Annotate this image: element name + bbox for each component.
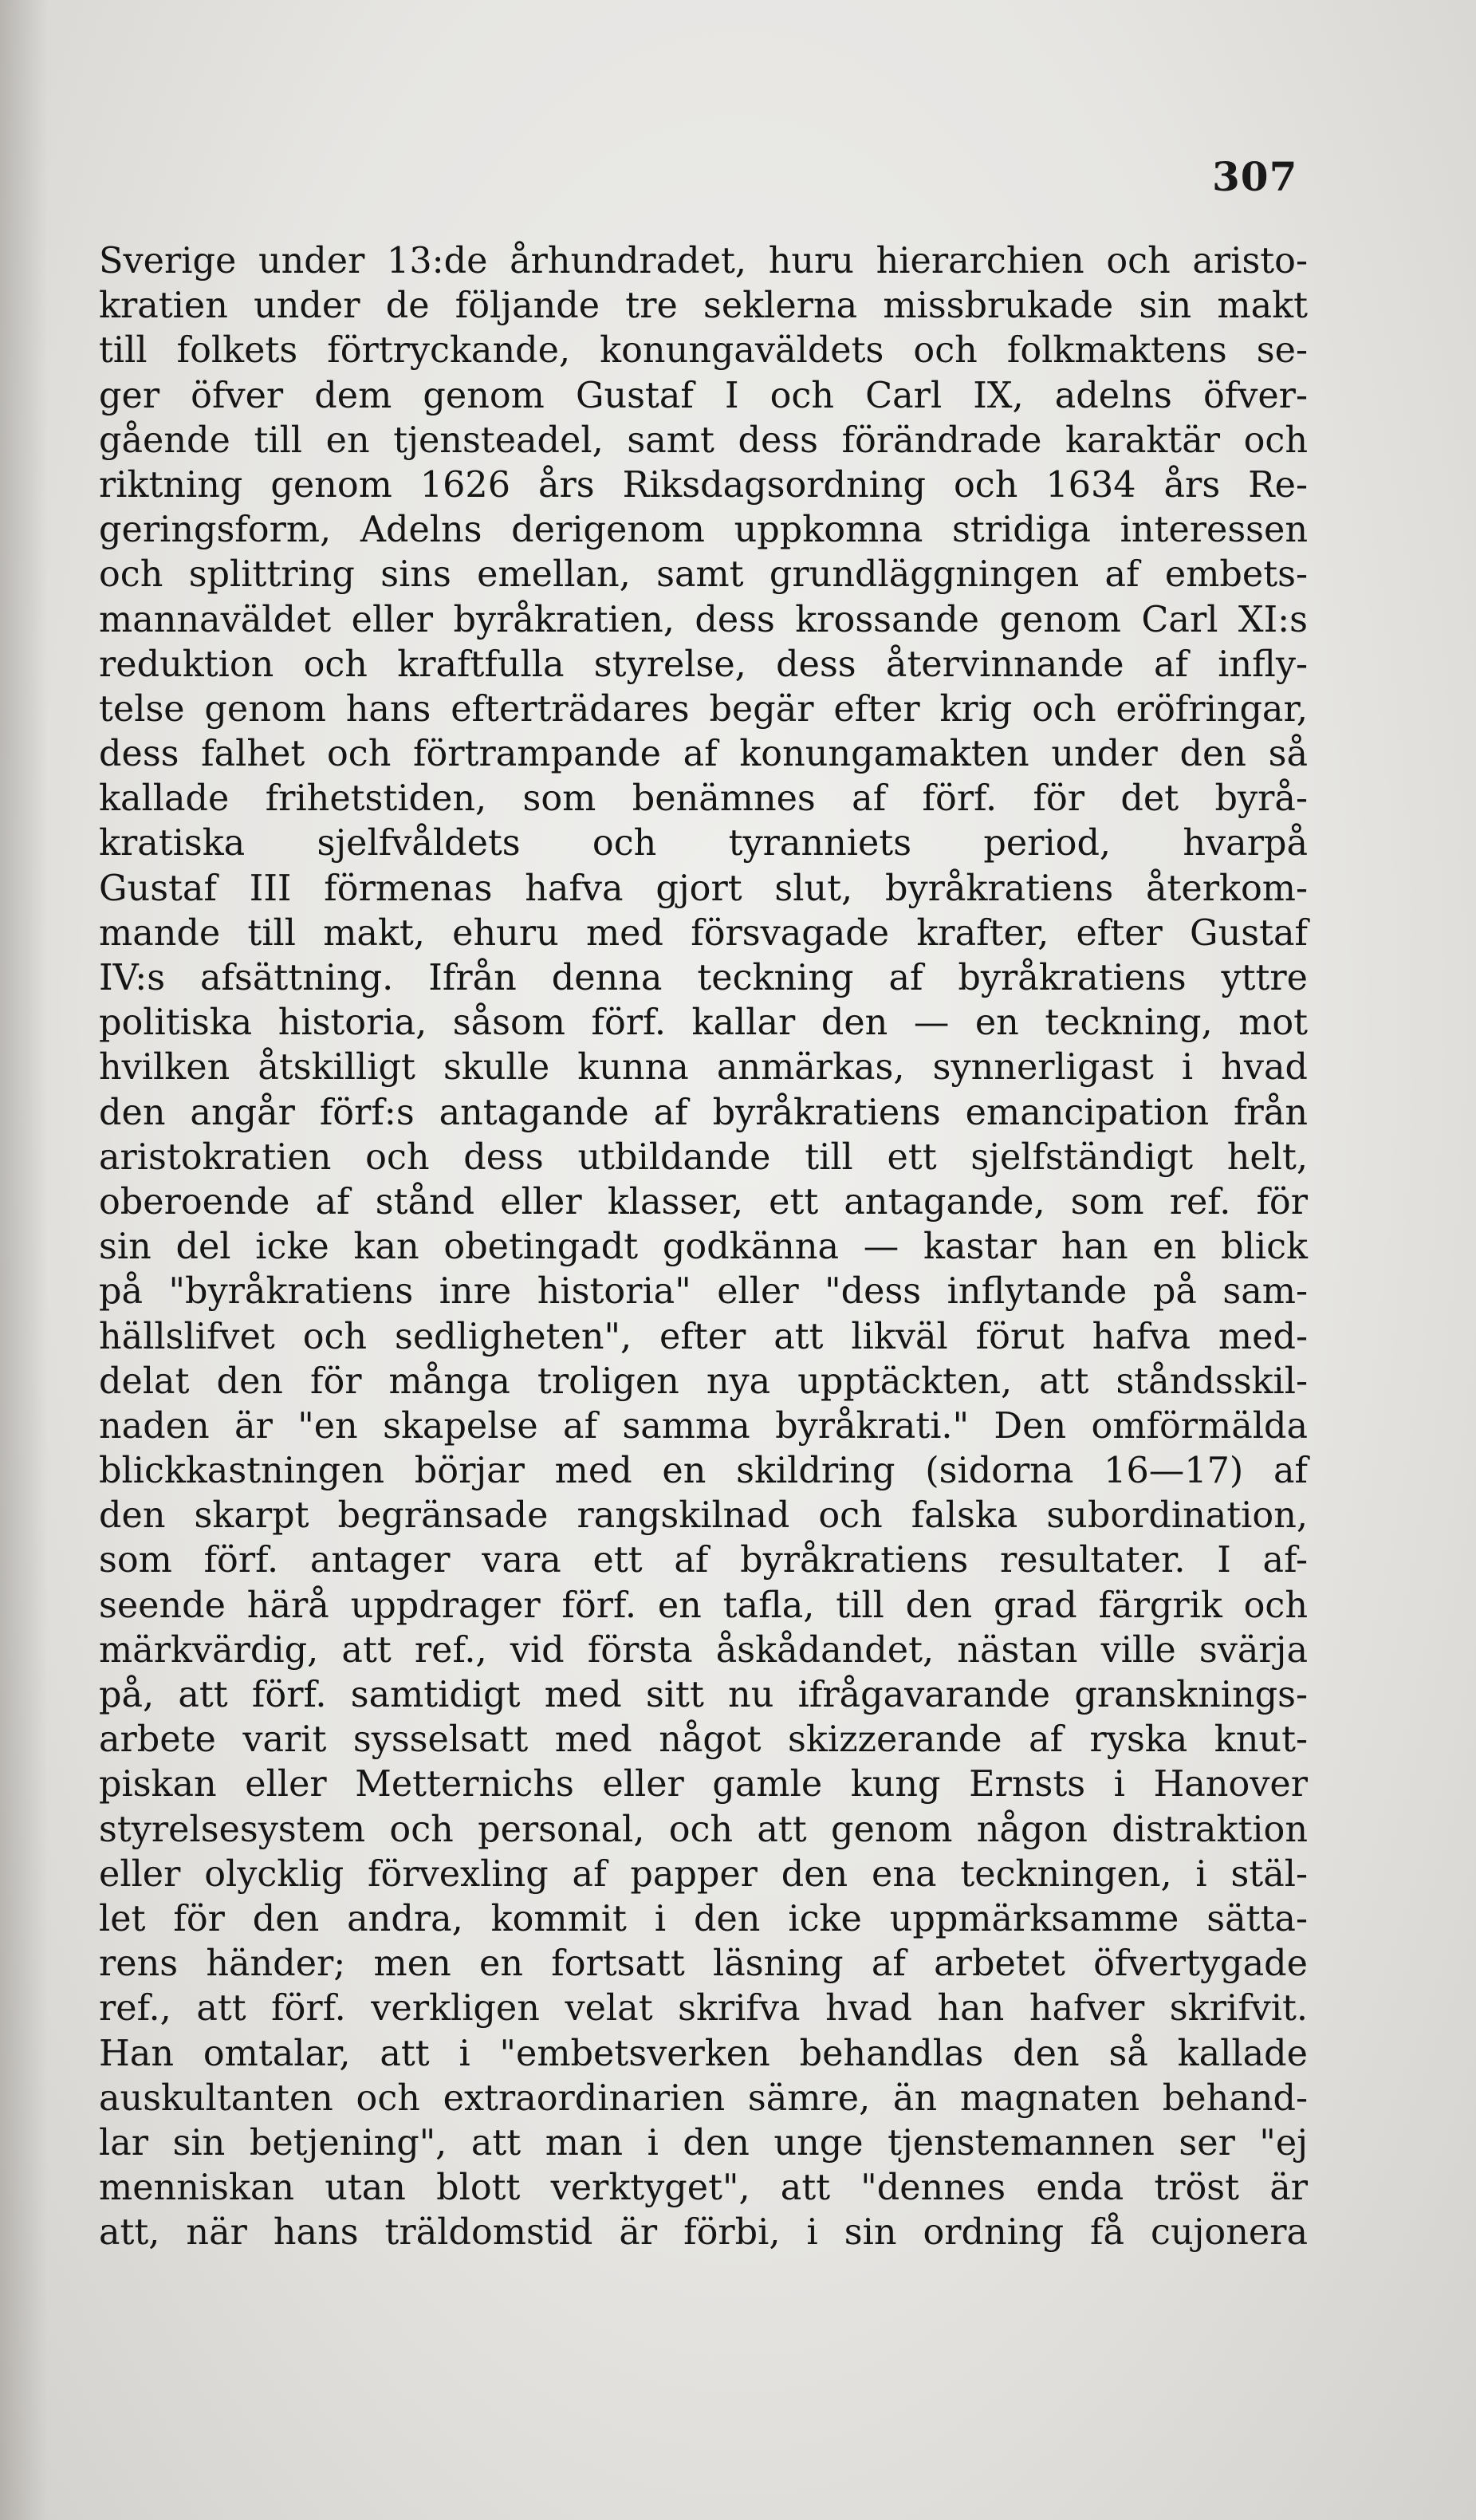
page-number: 307	[1212, 153, 1298, 200]
text-line: kratiska sjelfvåldets och tyranniets period, hvarpå	[99, 823, 1308, 864]
text-line: telse genom hans efterträdares begär efter krig och eröfringar,	[99, 688, 1308, 730]
text-line: auskultanten och extraordinarien sämre, än magnaten behand-	[99, 2077, 1308, 2119]
text-line: kratien under de följande tre seklerna missbrukade sin makt	[99, 285, 1308, 327]
text-line: ref., att förf. verkligen velat skrifva hvad han hafver skrifvit.	[99, 1988, 1308, 2030]
text-line: kallade frihetstiden, som benämnes af förf. för det byrå-	[99, 778, 1308, 820]
text-line: oberoende af stånd eller klasser, ett antagande, som ref. för	[99, 1181, 1308, 1223]
text-line: till folkets förtryckande, konungaväldets och folkmaktens se-	[99, 330, 1308, 372]
text-line: gående till en tjensteadel, samt dess förändrade karaktär och	[99, 419, 1308, 461]
text-line: mande till makt, ehuru med försvagade krafter, efter Gustaf	[99, 912, 1308, 954]
text-line: naden är "en skapelse af samma byråkrati." Den omförmälda	[99, 1405, 1308, 1447]
text-line: att, när hans träldomstid är förbi, i sin ordning få cujonera	[99, 2212, 1308, 2254]
text-line: reduktion och kraftfulla styrelse, dess återvinnande af infly-	[99, 644, 1308, 685]
text-line: den skarpt begränsade rangskilnad och falska subordination,	[99, 1495, 1308, 1537]
text-line: rens händer; men en fortsatt läsning af arbetet öfvertygade	[99, 1943, 1308, 1985]
text-line: den angår förf:s antagande af byråkratiens emancipation från	[99, 1092, 1308, 1133]
text-line: sin del icke kan obetingadt godkänna — kastar han en blick	[99, 1227, 1308, 1268]
text-line: på, att förf. samtidigt med sitt nu ifrågavarande gransknings-	[99, 1675, 1308, 1715]
text-line: hällslifvet och sedligheten", efter att likväl förut hafva med-	[99, 1316, 1308, 1357]
text-line: geringsform, Adelns derigenom uppkomna stridiga interessen	[99, 510, 1308, 551]
text-line: styrelsesystem och personal, och att genom någon distraktion	[99, 1809, 1308, 1850]
text-line: som förf. antager vara ett af byråkratiens resultater. I af-	[99, 1540, 1308, 1581]
text-line: lar sin betjening", att man i den unge tjenstemannen ser "ej	[99, 2122, 1308, 2164]
text-line: märkvärdig, att ref., vid första åskådandet, nästan ville svärja	[99, 1629, 1308, 1671]
text-line: aristokratien och dess utbildande till ett sjelfständigt helt,	[99, 1136, 1308, 1178]
body-text	[99, 239, 1308, 2255]
text-line: dess falhet och förtrampande af konungamakten under den så	[99, 734, 1308, 775]
text-line: och splittring sins emellan, samt grundläggningen af embets-	[99, 554, 1308, 596]
text-line: eller olycklig förvexling af papper den ena teckningen, i stäl-	[99, 1853, 1308, 1895]
text-line: IV:s afsättning. Ifrån denna teckning af byråkratiens yttre	[99, 958, 1308, 998]
text-line: blickkastningen börjar med en skildring (sidorna 16—17) af	[99, 1451, 1308, 1492]
text-line: mannaväldet eller byråkratien, dess krossande genom Carl XI:s	[99, 599, 1308, 640]
text-line: let för den andra, kommit i den icke uppmärksamme sätta-	[99, 1898, 1308, 1939]
text-line: arbete varit sysselsatt med något skizzerande af ryska knut-	[99, 1719, 1308, 1761]
text-line: menniskan utan blott verktyget", att "dennes enda tröst är	[99, 2168, 1308, 2209]
text-line: hvilken åtskilligt skulle kunna anmärkas, synnerligast i hvad	[99, 1047, 1308, 1089]
text-line: Gustaf III förmenas hafva gjort slut, byråkratiens återkom-	[99, 868, 1308, 909]
text-line: seende härå uppdrager förf. en tafla, till den grad färgrik och	[99, 1585, 1308, 1626]
text-line: delat den för många troligen nya upptäckten, att ståndsskil-	[99, 1360, 1308, 1402]
text-line: politiska historia, såsom förf. kallar den — en teckning, mot	[99, 1002, 1308, 1044]
text-line: piskan eller Metternichs eller gamle kung Ernsts i Hanover	[99, 1764, 1308, 1805]
text-line: Han omtalar, att i "embetsverken behandlas den så kallade	[99, 2033, 1308, 2074]
text-line: riktning genom 1626 års Riksdagsordning och 1634 års Re-	[99, 464, 1308, 506]
text-line: på "byråkratiens inre historia" eller "dess inflytande på sam-	[99, 1271, 1308, 1313]
text-line: Sverige under 13:de århundradet, huru hierarchien och aristo-	[99, 241, 1308, 282]
text-line: ger öfver dem genom Gustaf I och Carl IX, adelns öfver-	[99, 375, 1308, 416]
